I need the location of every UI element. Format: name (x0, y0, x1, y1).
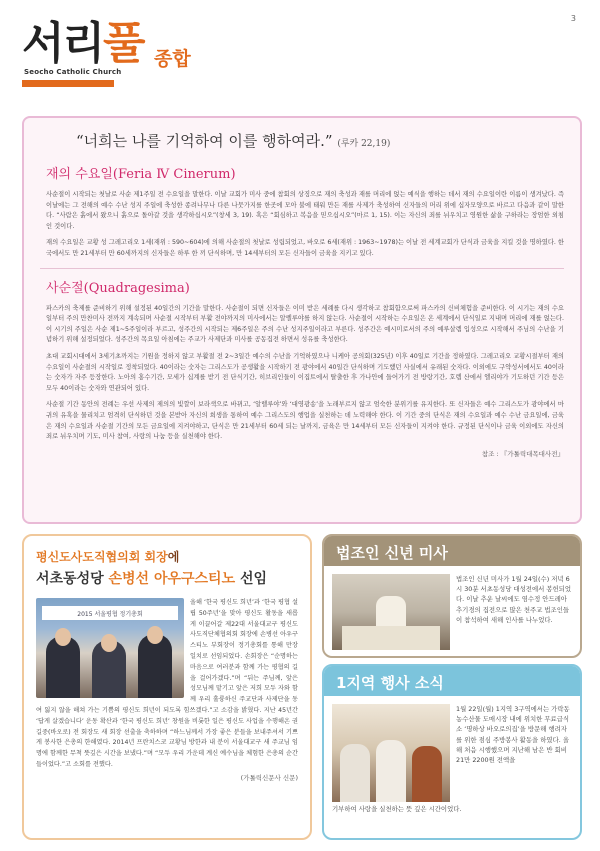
lawyers-mass-article (322, 534, 582, 658)
meeting-photo (36, 598, 184, 698)
paragraph: 재의 수요일은 교황 성 그레고리오 1세(재위 : 590~604)에 의해 사순절의 첫날로 성립되었고, 바오로 6세(재위 : 1963~1978)는 이날 전 세계교회가 단식과 금육을 지킬 것을 명하였다. 한국에서도 만 21세부터 만 60세까지의 신자들은 하루 한 끼 단식하며, 만 14세부터의 모든 신자들이 금육을 지키고 있다. (46, 239, 564, 257)
person-head (55, 628, 71, 646)
masthead (22, 14, 582, 104)
paragraph: 초대 교회시대에서 3세기초까지는 기원을 정하지 않고 부활절 전 2~3일간 예수의 수난을 기억하였으나 니케아 공의회(325년) 이후 40일로 기간을 정하였다. 그레고리오 교황시절부터 재의 수요일이 사순절의 시작일로 정착되었다. 40이라는 숫자는 그리스도가 공생활을 시작하기 전 광야에서 40일간 단식하며 기도했던 사실에서 유래된 숫자다. 이외에도 구약성서에서도 40이라는 숫자가 자주 등장한다. 노아의 홍수기간, 모세가 십계를 받기 전 단식기간, 히브리인들이 이집트에서 탈출한 후 가나안에 들어가기 전 방랑기간, 호렙 산에서 엘리야가 기도하던 기간 등은 모두 40이라는 숫자와 연관되어 있다. (46, 352, 564, 392)
article-kicker (36, 548, 298, 565)
person-figure (340, 744, 370, 802)
president-article (22, 534, 312, 840)
section-label: 종합 (154, 48, 191, 70)
section-title-lent: 사순절(Quadragesima) (46, 280, 190, 296)
headline-quote (76, 130, 564, 151)
person-head (147, 626, 163, 644)
person-figure (376, 740, 406, 802)
source-note: 참조 : 『가톨릭대목대사전』 (481, 449, 564, 458)
kicker-highlight: 평신도사도직협의회 회장 (36, 550, 168, 564)
mass-photo (332, 574, 450, 650)
logo-text-1: 서리 (22, 18, 104, 69)
logo-subtitle: Seocho Catholic Church (24, 68, 122, 76)
logo-text-2: 풀 (103, 18, 144, 69)
logo (22, 18, 144, 70)
article-title: 법조인 신년 미사 (324, 536, 580, 566)
article-body: 1월 22일(월) 1지역 3구역에서는 가락동 농수산물 도매시장 내에 위치한 무료급식소 ‘명하상 바오로의집’을 방문해 행려자를 위한 점심 주방봉사 활동을 하였다. 올해 처음 시행했으며 지난해 남은 반 회비 21만 2200원 전액을 (456, 705, 570, 765)
volunteers-photo (332, 704, 450, 802)
page-number: 3 (570, 14, 576, 23)
article-body: 올해 ‘한국 평신도 희년’과 ‘한국 평협 설립 50주년’을 맞아 평신도 활동을 새롭게 이끌어갈 제22대 서울대교구 평신도사도직단체협의회 회장에 손병선 아우구스티노 부회장이 정기총회를 통해 만장일치로 선임되었다. 손회장은 “순명하는 마음으로 여러분과 함께 가는 평협의 길을 걸어가겠다.”며 “뒤는 주님께, 앞은 성모님께 맡기고 앞은 저희 모두 자와 함께 우리 훌륭하신 주교단과 사제단을 동여 잃지 않을 해쳐 가는 기쁨의 평신도 희년이 되도록 힘쓰겠다.”고 소감을 밝혔다. 지난 45년간 ‘답게 살겠습니다’ 운동 확산과 ‘한국 평신도 희년’ 창원을 비롯한 일은 평신도 사업을 수행해온 권길중(바오로) 전 회장도 새 회장 선출을 축하하며 “하느님께서 가장 좋은 분들을 보내주셔서 기쁘게 봉사한 은총의 한해였다. 2014년 프란치스코 교황님 방한과 내 분이 서울대교구 새 주교님 임명에 함께한 무척 뜻깊은 시간을 보냈다.”며 “모두 우리 가운데 계신 예수님을 체험한 은총의 순간들이었다.”고 소회를 전했다. (36, 599, 298, 768)
district-news-article (322, 664, 582, 840)
article-body-continued: 기부하여 사랑을 실천하는 뜻 깊은 시간이었다. (332, 805, 462, 813)
kicker-suffix: 에 (167, 550, 180, 564)
section-title-ash-wednesday: 재의 수요일(Feria Ⅳ Cinerum) (46, 167, 236, 182)
paragraph: 사순절이 시작되는 첫날로 사순 제1주일 전 수요일을 말한다. 이날 교회가 미사 중에 참회의 상징으로 재의 축성과 재를 머리에 얹는 예식을 행하는 데서 재의 수요일이란 이름이 생겨났다. 즉 이날에는 그 전해의 예수 수난 성지 주일에 축성한 종려나무나 다른 나뭇가지를 한곳에 모아 불에 태워 만든 재를 사제가 축성하여 신자들의 머리 위에 십자모양으로 바르고 다음과 같이 말한다. “사람은 흙에서 왔으니 흙으로 돌아갈 것을 생각하십시오”(창세 3, 19). 혹은 “회심하고 복음을 믿으십시오”(마르 1, 15). 이는 자신의 죄를 뉘우치고 영원한 삶을 구하라는 장엄한 외침인 것이다. (46, 191, 564, 230)
divider (40, 268, 564, 269)
headline-part: 서초동성당 (36, 571, 109, 587)
main-article (22, 116, 582, 524)
headline-part: 선임 (235, 571, 268, 587)
source-note: (가톨릭신문사 신문) (240, 773, 298, 782)
photo-banner: 2015 서울평협 정기총회 (42, 606, 178, 620)
altar-table (342, 626, 440, 650)
logo-underline (22, 80, 114, 87)
paragraph: 사순절 기간 동안의 전례는 우선 사제의 제의의 빛깔이 보라색으로 바뀌고, ‘알렐루야’와 ‘대영광송’을 노래부르지 않고 엄숙한 분위기를 유지한다. 또 신자들은 예수 그리스도가 광야에서 마귀의 유혹을 물리치고 엄격히 단식하던 것을 본받아 자신의 희생을 통하여 예수 그리스도의 행업을 실천하는 데 노력해야 한다. 이 기간 중의 단식은 재의 수요일과 예수 수난 금요일에, 금육은 재의 수요일과 사순절 기간의 모든 금요일에 지켜야하고, 단식은 만 21세부터 60세 되는 날까지, 금육은 만 14세부터 모든 신자들이 지켜야 한다. 규정된 단식이나 금육 이외에도 자신의 죄로 뉘우치며 기도, 미사 참여, 사랑의 나눔 등을 실천해야 한다. (46, 401, 564, 441)
quote-reference: (루카 22,19) (337, 139, 391, 149)
person-figure (412, 746, 442, 802)
headline-name: 손병선 아우구스티노 (108, 571, 236, 587)
article-body: 법조인 신년 미사가 1월 24일(수) 저녁 6시 30분 서초동성당 대성전에서 봉헌되었다. 이날 추운 날씨에도 염수정 안드레아 추기경의 집전으로 많은 천주교 법조인들이 참석하여 새해 인사를 나누었다. (456, 575, 572, 624)
article-title: 1지역 행사 소식 (324, 666, 580, 696)
quote-text: “너희는 나를 기억하여 이를 행하여라.” (76, 132, 333, 150)
article-headline (36, 568, 298, 588)
paragraph: 파스카의 축제를 준비하기 위해 설정된 40일간의 기간을 말한다. 사순절이 되면 신자들은 이미 받은 세례를 다시 생각하고 참회함으로써 파스카의 신비체험을 준비한다. 이 시기는 재의 수요일부터 주의 만찬미사 전까지 계속되며 사순절 시작부터 부활 전야까지의 미사에서는 알렐루야를 하지 않는다. 사순절이 시작하는 수요일은 온 세계에서 단식일로 지내며 머리에 재를 얹는다. 이 시기의 주일은 사순 제1~5주일이라 부르고, 성주간의 시작되는 제6주일은 주의 수난 성지주일이라고 부른다. 성주간은 예시미로서의 주의 예루살렘 입성으로 시작해서 주님의 수난을 기념하기 위해 설정되었다. 성주간의 목요일 아침에는 주교가 사제단과 미사를 공동집전 하면서 성유를 축성한다. (46, 304, 564, 344)
person-head (101, 634, 117, 652)
